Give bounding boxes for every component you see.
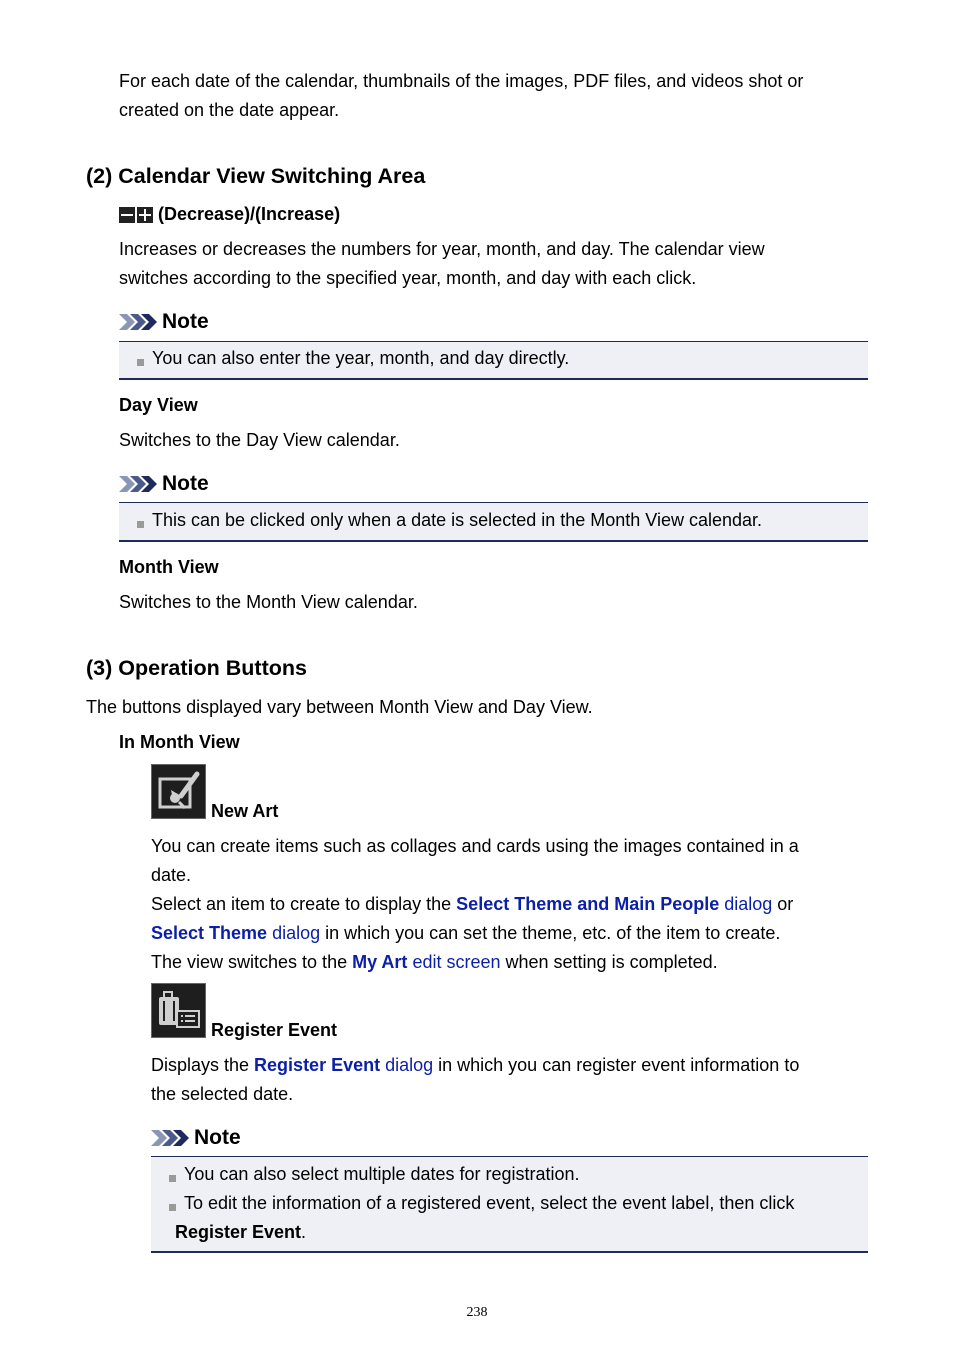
note-2-item [119,506,868,535]
decrease-increase-description [119,235,879,293]
note-2-heading [119,471,868,497]
note-3-heading-text: Note [194,1126,241,1149]
note-1-item-text: You can also enter the year, month, and day directly. [152,348,570,368]
note-2-box [119,502,868,542]
select-theme-dialog-link[interactable] [151,923,320,943]
section-2-title: (2) Calendar View Switching Area [86,164,426,188]
decrease-increase-label: (Decrease)/(Increase) [158,204,341,224]
note-3-item-2-end: . [301,1222,307,1242]
bullet-icon [169,1204,176,1211]
note-3-item-2-text: To edit the information of a registered event, select the event label, then click [184,1193,795,1213]
register-event-line-1-end: in which you can register event information to [433,1055,800,1075]
new-art-line-3-text: Select an item to create to display the [151,894,457,914]
note-1-box [119,341,868,380]
note-2 [119,471,868,542]
new-art-line-3 [151,890,881,919]
note-3 [151,1125,868,1253]
month-view-heading: Month View [119,557,219,577]
new-art-line-5 [151,948,881,977]
note-3-item-1 [151,1160,868,1189]
register-event-link-rest: dialog [380,1055,434,1075]
intro-line-2: created on the date appear. [119,100,340,120]
new-art-line-4-text: in which you can set the theme, etc. of the item to create. [320,923,781,943]
new-art-line-2: date. [151,865,192,885]
bullet-icon [137,359,144,366]
decrease-increase-line-2: switches according to the specified year, month, and day with each click. [119,268,697,288]
month-view-description: Switches to the Month View calendar. [119,592,418,612]
decrease-increase-line-1: Increases or decreases the numbers for year, month, and day. The calendar view [119,239,765,259]
note-3-box [151,1156,868,1253]
select-theme-main-people-dialog-link[interactable] [456,894,772,914]
in-month-view-heading: In Month View [119,732,240,752]
new-art-line-3-end: or [772,894,794,914]
register-event-button-image [151,983,206,1043]
note-1 [119,309,868,380]
new-art-line-1: You can create items such as collages and cards using the images contained in a [151,836,799,856]
note-2-item-text: This can be clicked only when a date is selected in the Month View calendar. [152,510,763,530]
note-1-item [119,344,868,373]
new-art-icon [151,764,206,819]
register-event-line-2: the selected date. [151,1084,294,1104]
note-3-register-event-bold: Register Event [175,1222,302,1242]
note-arrows-icon [119,314,159,330]
note-arrows-icon [151,1130,191,1146]
day-view-description: Switches to the Day View calendar. [119,430,400,450]
page-number: 238 [466,1305,488,1320]
register-event-label: Register Event [211,1020,338,1040]
note-arrows-icon [119,476,159,492]
increase-icon [137,207,153,223]
section-3-intro: The buttons displayed vary between Month View and Day View. [86,697,593,717]
register-event-link-bold: Register Event [254,1055,381,1075]
bullet-icon [137,521,144,528]
bullet-icon [169,1175,176,1182]
day-view-heading: Day View [119,395,198,415]
note-1-heading-text: Note [162,310,209,333]
select-theme-main-people-link-rest: dialog [719,894,773,914]
select-theme-main-people-link-bold: Select Theme and Main People [456,894,720,914]
my-art-link-rest: edit screen [407,952,501,972]
new-art-line-5-end: when setting is completed. [500,952,718,972]
note-2-heading-text: Note [162,472,209,495]
note-3-item-1-text: You can also select multiple dates for registration. [184,1164,580,1184]
register-event-description [151,1051,881,1109]
note-3-item-2 [151,1189,868,1247]
new-art-label: New Art [211,801,279,821]
register-event-dialog-link[interactable] [254,1055,433,1075]
note-3-item-2-line-2 [175,1222,306,1242]
register-event-line-1-text: Displays the [151,1055,255,1075]
select-theme-link-bold: Select Theme [151,923,268,943]
intro-paragraph [119,67,879,125]
select-theme-link-rest: dialog [267,923,321,943]
new-art-button-image [151,764,206,824]
decrease-icon [119,207,135,223]
register-event-line-1 [151,1051,881,1080]
note-3-heading [151,1125,868,1151]
new-art-description [151,832,881,977]
my-art-link-bold: My Art [352,952,408,972]
new-art-line-4 [151,919,881,948]
new-art-line-5-text: The view switches to the [151,952,353,972]
intro-line-1: For each date of the calendar, thumbnails of the images, PDF files, and videos shot or [119,71,804,91]
my-art-edit-screen-link[interactable] [352,952,500,972]
section-3-title: (3) Operation Buttons [86,656,307,680]
register-event-icon [151,983,206,1038]
note-1-heading [119,309,868,335]
decrease-increase-heading [119,204,340,225]
